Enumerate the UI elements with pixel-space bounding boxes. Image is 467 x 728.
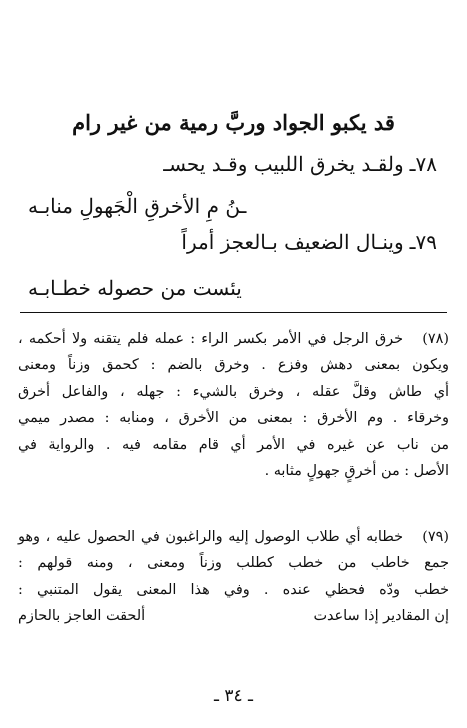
hemistich-text: ولقـد يخرق اللبيب وقـد يحسـ xyxy=(163,152,404,176)
verse-78-second-hemistich: ـنُ مِ الأخرقِ الْجَهولِ منابـه xyxy=(28,194,247,218)
quoted-first-hemistich: إن المقادير إذا ساعدت xyxy=(313,608,449,625)
footnote-line: خطابه أي طلاب الوصول إليه والراغبون في الحصول عليه ، وهو xyxy=(18,529,403,545)
verse-79-second-hemistich: يئست من حصوله خطـابـه xyxy=(28,276,242,300)
quoted-verse xyxy=(18,603,449,629)
footnote-79 xyxy=(18,524,449,630)
footnote-line: جمع خاطب من خطب كطلب وزناً ومعنى ، ومنه قولهم : xyxy=(18,555,449,572)
quoted-second-hemistich: ألحقت العاجز بالحازم xyxy=(18,608,146,625)
verse-number: ٧٩ـ xyxy=(409,230,437,254)
section-heading: قد يكبو الجواد وربَّ رمية من غير رام xyxy=(72,110,395,135)
page-number: ـ ٣٤ ـ xyxy=(213,686,254,706)
footnote-78 xyxy=(18,326,449,484)
footnote-number: (٧٩) xyxy=(422,529,449,545)
footnote-number: (٧٨) xyxy=(422,331,449,347)
footnote-line: ويكون بمعنى دهش وفزع . وخرق بالضم : كحمق وزناً ومعنى xyxy=(18,357,449,374)
footnote-line: خطب ودّه فحظي عنده . وفي هذا المعنى يقول المتنبي : xyxy=(18,581,449,598)
hemistich-text: وينـال الضعيف بـالعجز أمراً xyxy=(181,230,404,254)
verse-78-first-hemistich xyxy=(20,152,437,176)
footnote-line: خرق الرجل في الأمر بكسر الراء : عمله فلم يتقنه ولا أحكمه ، xyxy=(18,331,403,347)
verse-79-first-hemistich xyxy=(20,230,437,254)
footnote-line: وخرقاء . وم الأخرق : بمعنى من الأخرق ، ومنابه : مصدر ميمي xyxy=(18,410,449,427)
footnote-line: أي طاش وقلَّ عقله ، وخرق بالشيء : جهله ، والفاعل أخرق xyxy=(18,383,449,400)
verse-number: ٧٨ـ xyxy=(409,152,437,176)
footnote-line: الأصل : من أخرقٍ جهولٍ مثابه . xyxy=(264,463,449,480)
footnote-divider xyxy=(20,312,447,313)
footnote-line: من ناب عن غيره في الأمر أي قام مقامه فيه . والرواية في xyxy=(18,436,449,453)
